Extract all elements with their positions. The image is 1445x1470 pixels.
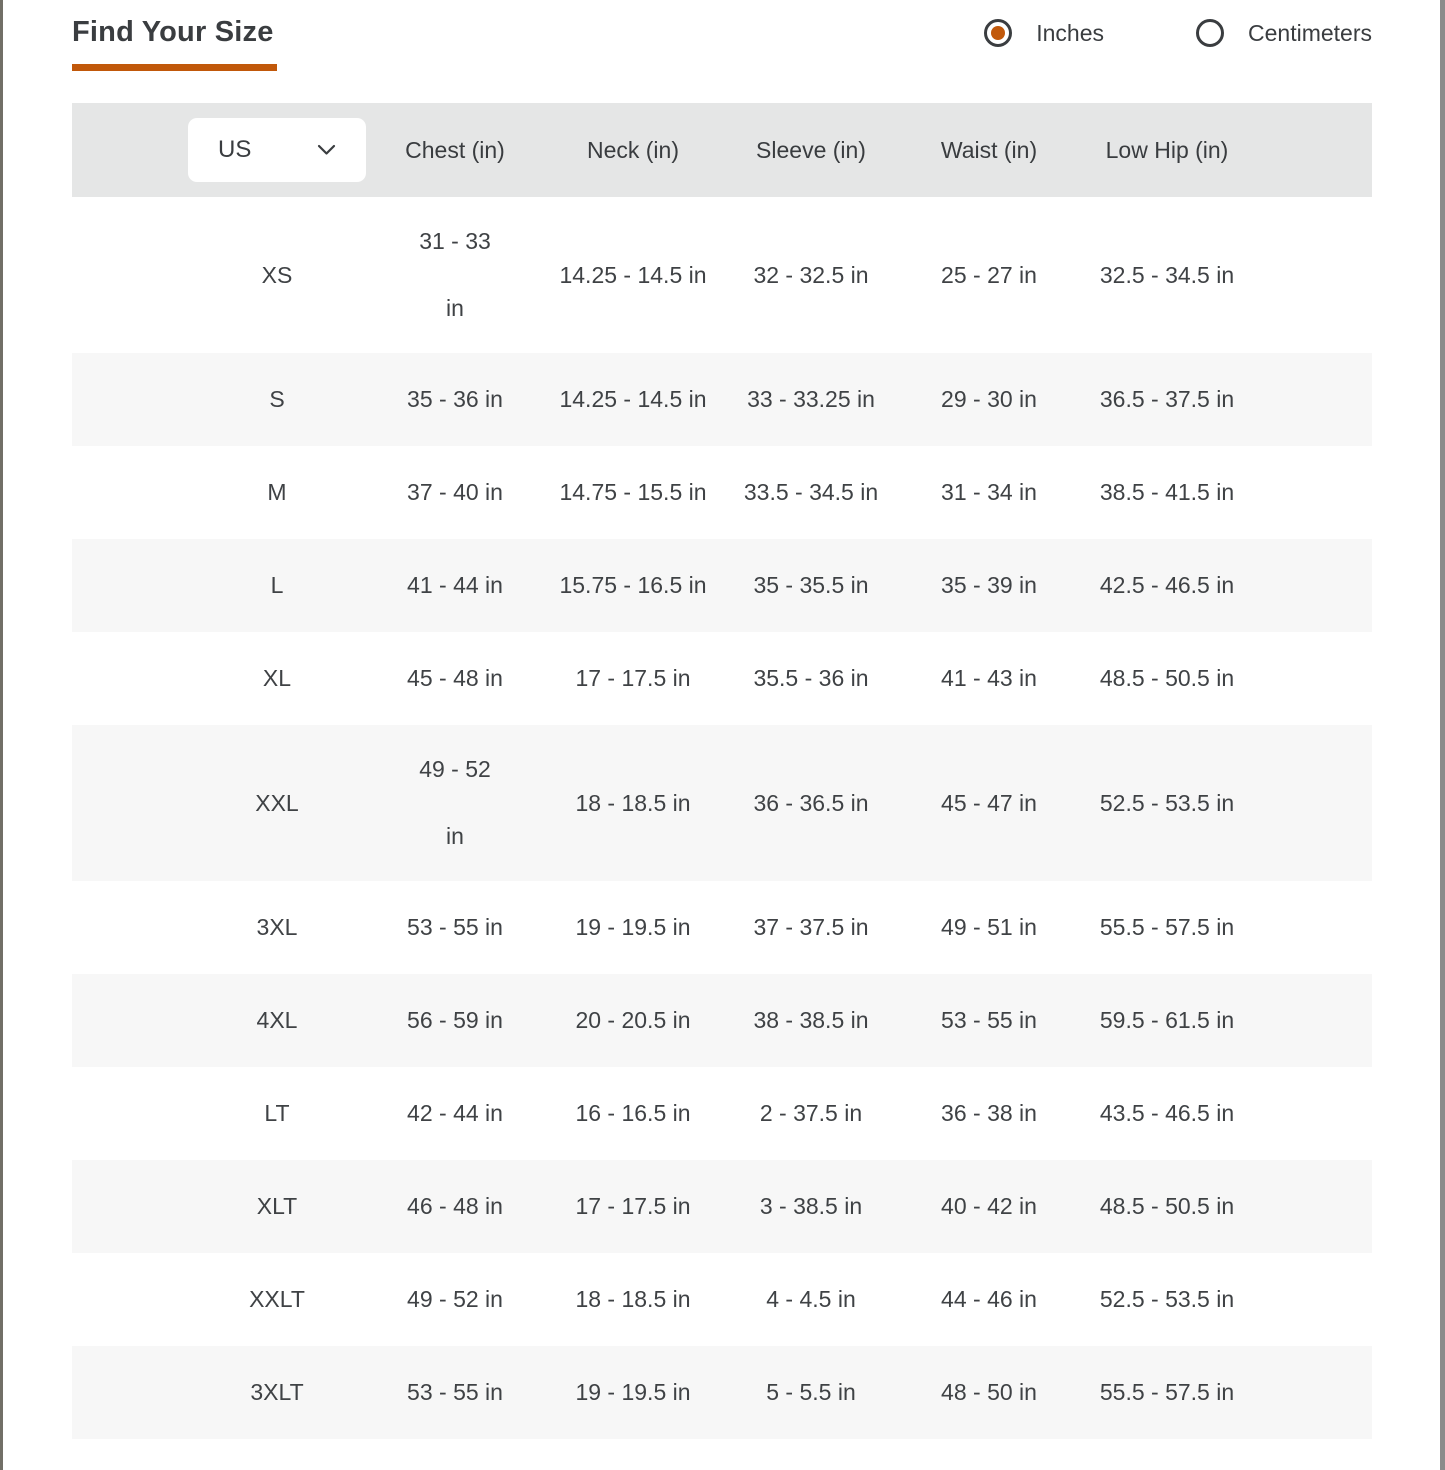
unit-radio-inches[interactable] [984, 19, 1104, 47]
cell-chest: 31 - 33 in [419, 228, 491, 321]
cell-sleeve: 33 - 33.25 in [747, 386, 875, 412]
table-row [72, 1346, 1372, 1439]
cell-chest: 37 - 40 in [407, 479, 503, 505]
cell-waist: 29 - 30 in [941, 386, 1037, 412]
cell-neck: 19 - 19.5 in [575, 1379, 691, 1405]
cell-neck: 17 - 17.5 in [575, 665, 691, 691]
cell-sleeve: 33.5 - 34.5 in [743, 479, 879, 505]
cell-waist: 48 - 50 in [941, 1379, 1037, 1405]
cell-size: XS [261, 261, 293, 288]
cell-neck: 20 - 20.5 in [575, 1007, 691, 1033]
cell-low-hip: 38.5 - 41.5 in [1099, 479, 1235, 505]
cell-waist: 44 - 46 in [941, 1286, 1037, 1312]
column-header-neck: Neck (in) [586, 136, 679, 163]
cell-sleeve: 35.5 - 36 in [753, 665, 869, 691]
table-header-row [72, 103, 1372, 197]
cell-sleeve: 4 - 4.5 in [766, 1286, 856, 1312]
cell-neck: 14.25 - 14.5 in [559, 386, 707, 412]
cell-size-standard [188, 118, 366, 182]
cell-neck: 19 - 19.5 in [575, 914, 691, 940]
cell-waist: 40 - 42 in [941, 1193, 1037, 1219]
table-row [72, 974, 1372, 1067]
cell-chest: 53 - 55 in [407, 914, 503, 940]
unit-toggle [984, 19, 1372, 47]
cell-size: M [267, 479, 287, 505]
cell-waist: 45 - 47 in [941, 789, 1037, 816]
column-header-low-hip: Low Hip (in) [1105, 136, 1229, 163]
title-underline [72, 64, 277, 71]
cell-low-hip: 59.5 - 61.5 in [1099, 1007, 1235, 1033]
cell-low-hip: 55.5 - 57.5 in [1099, 1379, 1235, 1405]
cell-waist: 49 - 51 in [941, 914, 1037, 940]
cell-neck: 15.75 - 16.5 in [559, 572, 707, 598]
cell-waist: 35 - 39 in [941, 572, 1037, 598]
cell-size: XL [262, 665, 292, 691]
cell-sleeve: 37 - 37.5 in [753, 914, 869, 940]
table-row [72, 539, 1372, 632]
cell-low-hip: 43.5 - 46.5 in [1099, 1100, 1235, 1126]
cell-chest: 49 - 52 in [419, 756, 491, 849]
size-table [72, 103, 1372, 1439]
cell-chest: 49 - 52 in [407, 1286, 503, 1312]
cell-sleeve: 32 - 32.5 in [753, 261, 869, 288]
column-header-sleeve: Sleeve (in) [756, 136, 866, 163]
cell-waist: 25 - 27 in [941, 261, 1037, 288]
cell-waist: 31 - 34 in [941, 479, 1037, 505]
cell-low-hip: 32.5 - 34.5 in [1099, 261, 1235, 288]
cell-chest: 45 - 48 in [407, 665, 503, 691]
table-row [72, 725, 1372, 881]
chevron-down-icon [317, 144, 336, 156]
cell-neck: 16 - 16.5 in [575, 1100, 691, 1126]
cell-low-hip: 52.5 - 53.5 in [1099, 789, 1235, 816]
size-standard-select[interactable] [188, 118, 366, 182]
unit-radio-centimeters[interactable] [1196, 19, 1372, 47]
cell-size: 4XL [256, 1007, 298, 1033]
cell-neck: 18 - 18.5 in [575, 1286, 691, 1312]
cell-chest: 42 - 44 in [407, 1100, 503, 1126]
cell-low-hip: 36.5 - 37.5 in [1099, 386, 1235, 412]
cell-size: XLT [256, 1193, 298, 1219]
radio-unselected-icon [1196, 19, 1224, 47]
cell-sleeve: 3 - 38.5 in [759, 1193, 863, 1219]
table-row [72, 446, 1372, 539]
cell-size: L [270, 572, 284, 598]
size-standard-value: US [218, 136, 252, 163]
cell-sleeve: 5 - 5.5 in [766, 1379, 856, 1405]
cell-sleeve: 36 - 36.5 in [753, 789, 869, 816]
cell-size: LT [264, 1100, 290, 1126]
column-header-chest: Chest (in) [405, 136, 505, 163]
cell-waist: 36 - 38 in [941, 1100, 1037, 1126]
cell-chest: 35 - 36 in [407, 386, 503, 412]
size-guide-panel [72, 0, 1372, 1439]
page-title: Find Your Size [72, 16, 274, 48]
cell-neck: 17 - 17.5 in [575, 1193, 691, 1219]
cell-size: XXLT [249, 1286, 305, 1312]
cell-chest: 56 - 59 in [407, 1007, 503, 1033]
cell-low-hip: 48.5 - 50.5 in [1099, 665, 1235, 691]
cell-chest: 46 - 48 in [407, 1193, 503, 1219]
cell-low-hip: 42.5 - 46.5 in [1099, 572, 1235, 598]
cell-chest: 41 - 44 in [407, 572, 503, 598]
table-row [72, 1160, 1372, 1253]
cell-neck: 14.25 - 14.5 in [559, 261, 707, 288]
table-row [72, 1253, 1372, 1346]
cell-sleeve: 38 - 38.5 in [753, 1007, 869, 1033]
cell-sleeve: 2 - 37.5 in [759, 1100, 863, 1126]
cell-size: XXL [255, 789, 299, 816]
cell-size: 3XLT [250, 1379, 304, 1405]
size-guide-header [72, 0, 1372, 103]
radio-selected-icon [984, 19, 1012, 47]
cell-waist: 41 - 43 in [941, 665, 1037, 691]
table-row [72, 632, 1372, 725]
table-row [72, 353, 1372, 446]
cell-neck: 18 - 18.5 in [575, 789, 691, 816]
table-row [72, 1067, 1372, 1160]
cell-waist: 53 - 55 in [941, 1007, 1037, 1033]
cell-size: 3XL [256, 914, 298, 940]
unit-radio-inches-label: Inches [1036, 19, 1105, 46]
cell-low-hip: 55.5 - 57.5 in [1099, 914, 1235, 940]
cell-size: S [269, 386, 285, 412]
cell-chest: 53 - 55 in [407, 1379, 503, 1405]
cell-low-hip: 52.5 - 53.5 in [1099, 1286, 1235, 1312]
cell-low-hip: 48.5 - 50.5 in [1099, 1193, 1235, 1219]
column-header-waist: Waist (in) [940, 136, 1038, 163]
cell-neck: 14.75 - 15.5 in [559, 479, 707, 505]
cell-sleeve: 35 - 35.5 in [753, 572, 869, 598]
table-row [72, 197, 1372, 353]
table-row [72, 881, 1372, 974]
unit-radio-centimeters-label: Centimeters [1248, 19, 1372, 46]
